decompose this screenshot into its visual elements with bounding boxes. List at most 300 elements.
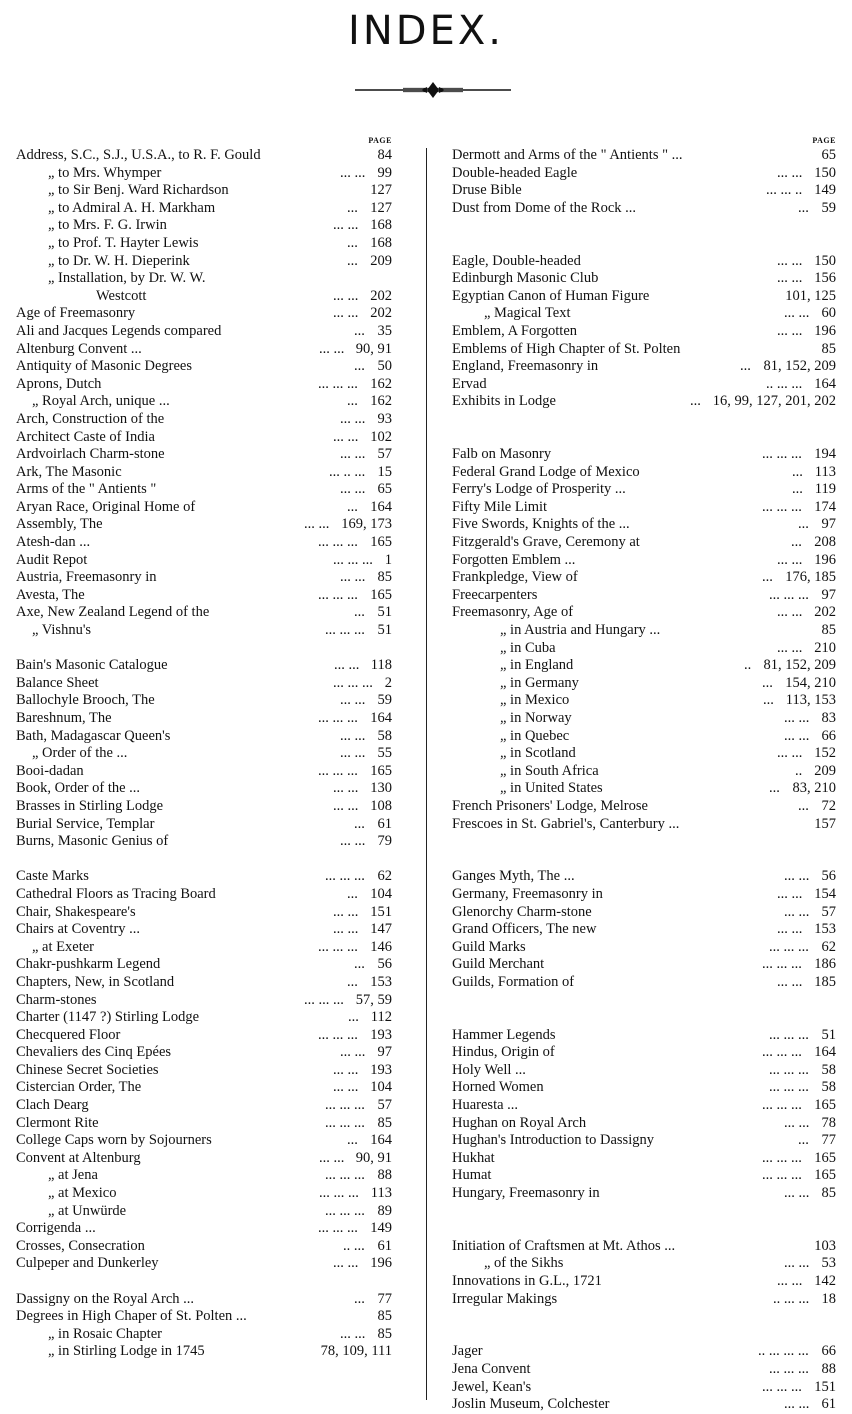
entry-page-number: 90, 91 (355, 1149, 392, 1166)
entry-page-number: 151 (814, 1378, 836, 1395)
entry-leader-dots: ... ... (333, 287, 359, 304)
entry-topic: Avesta, The (16, 586, 85, 603)
entry-leader-dots: ... ... (319, 1149, 345, 1166)
entry-leader-dots: ... (762, 569, 773, 586)
entry-page-number: 164 (814, 1044, 836, 1061)
index-entry (452, 692, 836, 710)
entry-page-number: 99 (377, 164, 392, 181)
entry-page-number: 57 (821, 903, 836, 920)
index-entry (16, 1291, 392, 1309)
entry-topic: „ at Jena (48, 1167, 98, 1184)
entry-leader-dots: ... (792, 463, 803, 480)
entry-leader-dots: ... (792, 481, 803, 498)
index-entry (452, 358, 836, 376)
entry-page-number: 104 (370, 885, 392, 902)
entry-leader-dots: ... ... ... (318, 762, 358, 779)
index-entry (452, 1079, 836, 1097)
entry-leader-dots: ... ... (340, 410, 366, 427)
index-entry (16, 904, 392, 922)
entry-topic: „ to Mrs. Whymper (48, 164, 162, 181)
entry-topic: Westcott (96, 287, 147, 304)
entry-topic: Frescoes in St. Gabriel's, Canterbury ... (452, 815, 680, 832)
entry-page-number: 78 (821, 1114, 836, 1131)
entry-topic: Cathedral Floors as Tracing Board (16, 885, 216, 902)
entry-topic: Hukhat (452, 1149, 495, 1166)
entry-page-number: 196 (370, 1255, 392, 1272)
entry-page-number: 56 (377, 956, 392, 973)
entry-leader-dots: ... ... ... (325, 1097, 365, 1114)
entry-topic: Caste Marks (16, 868, 89, 885)
entry-page-number: 101, 125 (785, 287, 836, 304)
index-entry (16, 745, 392, 763)
entry-leader-dots: ... ... (784, 1114, 810, 1131)
index-entry (16, 710, 392, 728)
index-entry (452, 622, 836, 640)
entry-topic: Germany, Freemasonry in (452, 885, 603, 902)
index-entry (452, 745, 836, 763)
entry-topic: Book, Order of the ... (16, 780, 141, 797)
entry-topic: Checquered Floor (16, 1026, 121, 1043)
entry-page-number: 61 (377, 1237, 392, 1254)
entry-topic: Brasses in Stirling Lodge (16, 797, 164, 814)
entry-topic: Guilds, Formation of (452, 973, 575, 990)
index-entry (16, 323, 392, 341)
entry-topic: Freemasonry, Age of (452, 604, 574, 621)
entry-leader-dots: ... ... ... (762, 446, 802, 463)
entry-topic: „ in Austria and Hungary ... (500, 622, 661, 639)
entry-leader-dots: ... (354, 956, 365, 973)
entry-topic: Ervad (452, 375, 487, 392)
entry-topic: Booi-dadan (16, 762, 84, 779)
entry-leader-dots: ... (354, 1290, 365, 1307)
entry-page-number: 157 (814, 815, 836, 832)
entry-leader-dots: ... ... ... (762, 1167, 802, 1184)
index-entry (16, 341, 392, 359)
entry-page-number: 202 (370, 305, 392, 322)
index-entry (452, 165, 836, 183)
entry-page-number: 202 (814, 604, 836, 621)
entry-page-number: 118 (370, 657, 392, 674)
entry-page-number: 58 (821, 1079, 836, 1096)
index-entry (452, 604, 836, 622)
index-entry (16, 780, 392, 798)
entry-page-number: 162 (370, 393, 392, 410)
entry-leader-dots: ... ... (777, 164, 803, 181)
entry-page-number: 186 (814, 956, 836, 973)
entry-leader-dots: ... ... (777, 921, 803, 938)
entry-leader-dots: ... (348, 1009, 359, 1026)
entry-topic: England, Freemasonry in (452, 358, 599, 375)
entry-topic: Arch, Construction of the (16, 410, 165, 427)
entry-leader-dots: ... (690, 393, 701, 410)
entry-page-number: 165 (814, 1097, 836, 1114)
index-entry (16, 974, 392, 992)
entry-leader-dots: ... ... (777, 270, 803, 287)
entry-topic: Burial Service, Templar (16, 815, 155, 832)
entry-topic: Chevaliers des Cinq Epées (16, 1044, 172, 1061)
index-entry (452, 657, 836, 675)
entry-topic: Audit Repot (16, 551, 88, 568)
entry-page-number: 147 (370, 921, 392, 938)
index-entry (16, 182, 392, 200)
entry-page-number: 85 (821, 622, 836, 639)
entry-leader-dots: ... ... (777, 639, 803, 656)
entry-topic: Hughan's Introduction to Dassigny (452, 1132, 654, 1149)
entry-page-number: 210 (814, 639, 836, 656)
index-entry (16, 622, 392, 640)
index-entry (16, 833, 392, 851)
entry-leader-dots: ... ... (340, 164, 366, 181)
entry-topic: Humat (452, 1167, 492, 1184)
entry-topic: Crosses, Consecration (16, 1237, 145, 1254)
entry-topic: Aryan Race, Original Home of (16, 498, 196, 515)
index-entry (452, 1027, 836, 1045)
entry-page-number: 58 (377, 727, 392, 744)
index-entry (16, 604, 392, 622)
index-column-left (16, 136, 392, 1361)
index-entry (452, 552, 836, 570)
index-entry (452, 288, 836, 306)
entry-leader-dots: ... ... (333, 1061, 359, 1078)
index-entry (452, 1291, 836, 1309)
section-gap (452, 1326, 836, 1344)
entry-page-number: 65 (821, 147, 836, 163)
entry-page-number: 35 (377, 322, 392, 339)
entry-leader-dots: ... ... (340, 727, 366, 744)
entry-page-number: 85 (377, 569, 392, 586)
index-entry (16, 516, 392, 534)
entry-leader-dots: ... ... ... (769, 1360, 809, 1377)
entry-page-number: 209 (370, 252, 392, 269)
entry-page-number: 90, 91 (355, 340, 392, 357)
index-entry (452, 499, 836, 517)
entry-topic: Fifty Mile Limit (452, 498, 548, 515)
entry-page-number: 202 (370, 287, 392, 304)
entry-leader-dots: ... ... (340, 1044, 366, 1061)
index-entry (452, 956, 836, 974)
index-entry (16, 305, 392, 323)
entry-page-number: 164 (370, 498, 392, 515)
entry-page-number: 153 (370, 973, 392, 990)
entry-topic: „ of the Sikhs (484, 1255, 564, 1272)
index-entry (452, 640, 836, 658)
entry-page-number: 2 (384, 674, 392, 691)
entry-page-number: 153 (814, 921, 836, 938)
entry-page-number: 119 (814, 481, 836, 498)
entry-page-number: 102 (370, 428, 392, 445)
entry-page-number: 57, 59 (355, 991, 392, 1008)
entry-page-number: 77 (377, 1290, 392, 1307)
index-entry (16, 1044, 392, 1062)
index-entry (16, 1167, 392, 1185)
entry-page-number: 152 (814, 745, 836, 762)
index-entry (452, 341, 836, 359)
entry-leader-dots: ... ... (319, 340, 345, 357)
entry-page-number: 149 (814, 182, 836, 199)
entry-leader-dots: ... ... (340, 692, 366, 709)
entry-topic: Horned Women (452, 1079, 544, 1096)
ornament-divider-icon (353, 78, 513, 102)
entry-topic: Antiquity of Masonic Degrees (16, 358, 192, 375)
entry-leader-dots: ... ... (784, 903, 810, 920)
entry-page-number: 168 (370, 234, 392, 251)
index-entry (16, 200, 392, 218)
entry-topic: „ to Prof. T. Hayter Lewis (48, 234, 199, 251)
entry-page-number: 112 (370, 1009, 392, 1026)
entry-leader-dots: ... ... (333, 797, 359, 814)
entry-topic: „ to Admiral A. H. Markham (48, 199, 216, 216)
entry-page-number: 61 (821, 1396, 836, 1413)
page-column-header: PAGE (812, 136, 836, 145)
entry-leader-dots: ... ... ... (319, 1185, 359, 1202)
entry-leader-dots: ... (347, 498, 358, 515)
entry-page-number: 66 (821, 727, 836, 744)
entry-topic: „ at Exeter (32, 938, 94, 955)
entry-page-number: 104 (370, 1079, 392, 1096)
entry-topic: Falb on Masonry (452, 446, 552, 463)
index-entry (16, 429, 392, 447)
section-gap (16, 1273, 392, 1291)
entry-page-number: 185 (814, 973, 836, 990)
entry-leader-dots: ... ... (333, 903, 359, 920)
entry-page-number: 151 (370, 903, 392, 920)
section-gap (16, 640, 392, 658)
index-entry (452, 1273, 836, 1291)
entry-topic: „ in Scotland (500, 745, 576, 762)
entry-topic: Cistercian Order, The (16, 1079, 142, 1096)
entry-topic: Ardvoirlach Charm-stone (16, 446, 165, 463)
entry-leader-dots: ... ... (340, 446, 366, 463)
section-gap (452, 1009, 836, 1027)
entry-topic: Chair, Shakespeare's (16, 903, 136, 920)
entry-page-number: 165 (814, 1149, 836, 1166)
entry-page-number: 55 (377, 745, 392, 762)
index-entry (16, 657, 392, 675)
entry-leader-dots: ... ... ... (762, 1149, 802, 1166)
entry-leader-dots: ... (347, 393, 358, 410)
entry-topic: Degrees in High Chaper of St. Polten ... (16, 1308, 247, 1325)
entry-leader-dots: ... ... (333, 780, 359, 797)
entry-page-number: 174 (814, 498, 836, 515)
index-entry (452, 1343, 836, 1361)
entry-topic: Hammer Legends (452, 1026, 556, 1043)
entry-leader-dots: ... ... (777, 604, 803, 621)
page-column-header: PAGE (368, 136, 392, 145)
index-entry (452, 1062, 836, 1080)
index-entry (16, 921, 392, 939)
entry-topic: Aprons, Dutch (16, 375, 102, 392)
index-entry (16, 587, 392, 605)
entry-topic: Eagle, Double-headed (452, 252, 581, 269)
entry-leader-dots: ... ... (784, 727, 810, 744)
entry-leader-dots: ... (354, 815, 365, 832)
entry-topic: „ at Unwürde (48, 1202, 127, 1219)
entry-page-number: 61 (377, 815, 392, 832)
index-entry (16, 569, 392, 587)
index-entry (16, 1308, 392, 1326)
entry-topic: „ in England (500, 657, 574, 674)
entry-leader-dots: ... (347, 252, 358, 269)
index-entry (452, 974, 836, 992)
entry-topic: „ Magical Text (484, 305, 571, 322)
entry-topic: „ in Mexico (500, 692, 570, 709)
entry-page-number: 16, 99, 127, 201, 202 (712, 393, 836, 410)
entry-page-number: 51 (377, 604, 392, 621)
index-entry (16, 1062, 392, 1080)
entry-leader-dots: ... ... ... (325, 868, 365, 885)
entry-topic: Culpeper and Dunkerley (16, 1255, 159, 1272)
entry-leader-dots: ... ... ... (769, 586, 809, 603)
page-title: INDEX. (348, 8, 504, 54)
entry-page-number: 66 (821, 1343, 836, 1360)
entry-leader-dots: ... ... ... (325, 1202, 365, 1219)
entry-page-number: 51 (377, 622, 392, 639)
entry-page-number: 18 (821, 1290, 836, 1307)
entry-topic: Hughan on Royal Arch (452, 1114, 587, 1131)
entry-leader-dots: ... ... (777, 252, 803, 269)
entry-leader-dots: ... (354, 322, 365, 339)
index-entry (16, 1203, 392, 1221)
index-entry (16, 1097, 392, 1115)
entry-leader-dots: ... ... (333, 921, 359, 938)
entry-page-number: 97 (821, 586, 836, 603)
entry-topic: Charter (1147 ?) Stirling Lodge (16, 1009, 200, 1026)
index-entry (452, 200, 836, 218)
index-entry (16, 1150, 392, 1168)
entry-topic: Ballochyle Brooch, The (16, 692, 155, 709)
entry-page-number: 164 (370, 1132, 392, 1149)
index-entry (452, 763, 836, 781)
entry-page-number: 60 (821, 305, 836, 322)
entry-topic: French Prisoners' Lodge, Melrose (452, 797, 648, 814)
index-entry (16, 763, 392, 781)
entry-page-number: 169, 173 (341, 516, 392, 533)
entry-topic: „ in United States (500, 780, 603, 797)
index-entry (452, 710, 836, 728)
index-entry (452, 1238, 836, 1256)
entry-topic: Druse Bible (452, 182, 522, 199)
entry-leader-dots: ... (354, 604, 365, 621)
index-entry (16, 1079, 392, 1097)
entry-page-number: 85 (821, 340, 836, 357)
index-entry (16, 956, 392, 974)
section-gap (452, 235, 836, 253)
entry-page-number: 62 (377, 868, 392, 885)
entry-leader-dots: ... ... (333, 1255, 359, 1272)
entry-leader-dots: ... ... (784, 1255, 810, 1272)
entry-topic: Joslin Museum, Colchester (452, 1396, 610, 1413)
entry-topic: Guild Merchant (452, 956, 545, 973)
entry-page-number: 127 (370, 182, 392, 199)
index-entry (452, 569, 836, 587)
index-entry (452, 446, 836, 464)
entry-leader-dots: ... ... ... (333, 551, 373, 568)
index-entry (16, 464, 392, 482)
index-entry (452, 1150, 836, 1168)
entry-topic: Assembly, The (16, 516, 103, 533)
index-entry (16, 1255, 392, 1273)
index-entry (452, 675, 836, 693)
entry-leader-dots: ... ... (333, 1079, 359, 1096)
entry-topic: Arms of the " Antients " (16, 481, 157, 498)
entry-topic: Exhibits in Lodge (452, 393, 556, 410)
entry-page-number: 208 (814, 534, 836, 551)
index-entry (16, 165, 392, 183)
entry-leader-dots: ... (347, 1132, 358, 1149)
entry-page-number: 162 (370, 375, 392, 392)
index-entry (16, 728, 392, 746)
index-entry (16, 393, 392, 411)
entry-page-number: 65 (377, 481, 392, 498)
entry-page-number: 57 (377, 1097, 392, 1114)
index-entry (16, 1220, 392, 1238)
entry-topic: Fitzgerald's Grave, Ceremony at (452, 534, 640, 551)
entry-leader-dots: ... ... (333, 217, 359, 234)
entry-page-number: 59 (377, 692, 392, 709)
entry-page-number: 142 (814, 1273, 836, 1289)
entry-page-number: 209 (814, 762, 836, 779)
entry-page-number: 168 (370, 217, 392, 234)
entry-page-number: 83 (821, 710, 836, 726)
entry-leader-dots: ... ... ... (318, 710, 358, 726)
entry-page-number: 85 (821, 1185, 836, 1202)
entry-topic: Ali and Jacques Legends compared (16, 322, 222, 339)
section-gap (16, 851, 392, 869)
entry-leader-dots: ... ... ... (318, 586, 358, 603)
entry-leader-dots: ... ... (784, 1185, 810, 1202)
entry-leader-dots: ... ... ... (762, 1044, 802, 1061)
section-gap (452, 411, 836, 429)
entry-leader-dots: .. (795, 762, 803, 779)
entry-topic: Clach Dearg (16, 1097, 89, 1114)
index-entry (16, 992, 392, 1010)
entry-page-number: 89 (377, 1202, 392, 1219)
entry-page-number: 79 (377, 833, 392, 850)
entry-page-number: 193 (370, 1061, 392, 1078)
entry-topic: Bath, Madagascar Queen's (16, 727, 171, 744)
index-entry (16, 534, 392, 552)
entry-page-number: 50 (377, 358, 392, 375)
entry-topic: Address, S.C., S.J., U.S.A., to R. F. Gould (16, 147, 261, 163)
index-entry (16, 446, 392, 464)
entry-leader-dots: ... ... (777, 551, 803, 568)
entry-page-number: 97 (377, 1044, 392, 1061)
section-gap (452, 217, 836, 235)
entry-page-number: 81, 152, 209 (763, 657, 836, 674)
index-entry (16, 798, 392, 816)
entry-topic: Chakr-pushkarm Legend (16, 956, 161, 973)
entry-leader-dots: ... (791, 534, 802, 551)
entry-leader-dots: ... .. ... (329, 463, 366, 480)
entry-topic: „ in Norway (500, 710, 572, 726)
index-entry (452, 587, 836, 605)
index-entry (16, 288, 392, 306)
entry-leader-dots: ... (798, 199, 809, 216)
index-entry (452, 516, 836, 534)
entry-topic: „ in Stirling Lodge in 1745 (48, 1343, 205, 1360)
entry-leader-dots: ... ... (340, 833, 366, 850)
entry-page-number: 154 (814, 885, 836, 902)
entry-topic: Grand Officers, The new (452, 921, 597, 938)
entry-page-number: 72 (821, 797, 836, 814)
entry-page-number: 146 (370, 938, 392, 955)
index-entry (16, 1027, 392, 1045)
index-entry (452, 1185, 836, 1203)
index-entry (452, 780, 836, 798)
section-gap (452, 1203, 836, 1221)
section-gap (452, 851, 836, 869)
entry-topic: Axe, New Zealand Legend of the (16, 604, 210, 621)
